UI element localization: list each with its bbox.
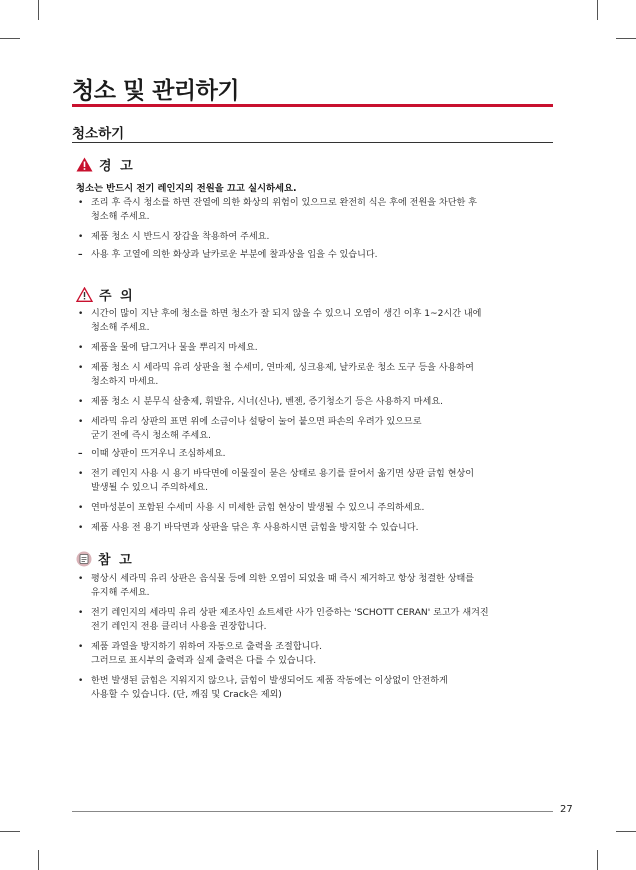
list-item <box>76 230 551 244</box>
note-list <box>76 572 551 708</box>
note-heading <box>76 549 134 568</box>
note-icon <box>76 551 92 567</box>
warning-lead: 청소는 반드시 전기 레인지의 전원을 끄고 실시하세요. <box>76 183 297 194</box>
crop-mark <box>0 831 20 832</box>
list-item-line: • 시간이 많이 지난 후에 청소를 하면 청소가 잘 되지 않을 수 있으니 오염이 생긴 이후 1~2시간 내에 <box>91 309 482 319</box>
list-item-line: 그러므로 표시부의 출력과 실제 출력은 다를 수 있습니다. <box>91 656 317 666</box>
list-item-line: 청소하지 마세요. <box>91 377 159 387</box>
warning-list <box>76 196 551 268</box>
crop-mark <box>0 38 20 39</box>
list-item <box>76 674 551 702</box>
list-item-line: • 제품을 물에 담그거나 물을 뿌리지 마세요. <box>91 343 258 353</box>
title-rule <box>72 104 553 107</box>
section-title: 청소하기 <box>72 126 125 142</box>
list-item-line: 청소해 주세요. <box>91 212 150 222</box>
caution-list <box>76 307 551 541</box>
list-item <box>76 572 551 600</box>
list-item-line: • 전기 레인지 사용 시 용기 바닥면에 이물질이 묻은 상태로 용기를 끌어서 옮기면 상판 긁힘 현상이 <box>91 469 475 479</box>
list-item-line: • 제품 청소 시 분무식 살충제, 휘발유, 시너(신나), 벤젠, 증기청소기 등은 사용하지 마세요. <box>91 397 444 407</box>
list-item-line: • 제품 청소 시 반드시 장갑을 착용하여 주세요. <box>91 232 270 242</box>
list-item <box>76 307 551 335</box>
crop-mark <box>38 850 39 870</box>
caution-icon <box>76 287 93 302</box>
list-item <box>76 501 551 515</box>
list-item-line: 굳기 전에 즉시 청소해 주세요. <box>91 431 211 441</box>
caution-heading <box>76 285 135 304</box>
list-item-line: 전기 레인지 전용 클리너 사용을 권장합니다. <box>91 622 267 632</box>
crop-mark <box>597 850 598 870</box>
list-item <box>76 521 551 535</box>
sub-item: – 이때 상판이 뜨거우니 조심하세요. <box>76 447 551 461</box>
crop-mark <box>616 38 636 39</box>
list-item-line: • 세라믹 유리 상판의 표면 위에 소금이나 설탕이 눌어 붙으면 파손의 우려가 있으므로 <box>91 417 422 427</box>
list-item <box>76 341 551 355</box>
list-item <box>76 606 551 634</box>
list-item-line: • 제품 사용 전 용기 바닥면과 상판을 닦은 후 사용하시면 긁힘을 방지할 수 있습니다. <box>91 523 419 533</box>
warning-heading <box>76 155 135 174</box>
list-item-line: • 한번 발생된 긁힘은 지워지지 않으나, 긁힘이 발생되어도 제품 작동에는 이상없이 안전하게 <box>91 676 448 686</box>
crop-mark <box>616 831 636 832</box>
warning-icon <box>76 157 93 172</box>
list-item-line: 유지해 주세요. <box>91 588 150 598</box>
note-label: 참 고 <box>98 553 134 568</box>
list-item-line: • 전기 레인지의 세라믹 유리 상판 제조사인 쇼트세란 사가 인증하는 'SCHOTT CERAN' 로고가 새겨진 <box>91 608 489 618</box>
list-item <box>76 640 551 668</box>
list-item <box>76 361 551 389</box>
list-item <box>76 467 551 495</box>
list-item-line: 사용할 수 있습니다. (단, 깨짐 및 Crack은 제외) <box>91 690 282 700</box>
page-title: 청소 및 관리하기 <box>72 78 240 104</box>
list-item <box>76 395 551 409</box>
list-item-line: • 조리 후 즉시 청소를 하면 잔열에 의한 화상의 위험이 있으므로 완전히 식은 후에 전원을 차단한 후 <box>91 198 477 208</box>
list-item <box>76 196 551 224</box>
caution-label: 주 의 <box>99 289 135 304</box>
list-item-line: • 연마성분이 포함된 수세미 사용 시 미세한 긁힘 현상이 발생될 수 있으니 주의하세요. <box>91 503 425 513</box>
list-item-line: 청소해 주세요. <box>91 323 150 333</box>
crop-mark <box>38 0 39 20</box>
list-item-line: • 제품 청소 시 세라믹 유리 상판을 철 수세미, 연마제, 싱크용제, 날카로운 청소 도구 등을 사용하여 <box>91 363 474 373</box>
list-item-line: • 평상시 세라믹 유리 상판은 음식물 등에 의한 오염이 되었을 때 즉시 제거하고 항상 청결한 상태를 <box>91 574 475 584</box>
list-item-line: • 제품 과열을 방지하기 위하여 자동으로 출력을 조절합니다. <box>91 642 323 652</box>
sub-item: – 사용 후 고열에 의한 화상과 날카로운 부분에 찰과상을 입을 수 있습니다. <box>76 248 551 262</box>
list-item-line: 발생될 수 있으니 주의하세요. <box>91 483 208 493</box>
page-number: 27 <box>560 804 573 815</box>
warning-label: 경 고 <box>99 159 135 174</box>
footer-rule <box>72 811 553 812</box>
crop-mark <box>597 0 598 20</box>
section-rule <box>72 142 553 143</box>
list-item <box>76 415 551 443</box>
